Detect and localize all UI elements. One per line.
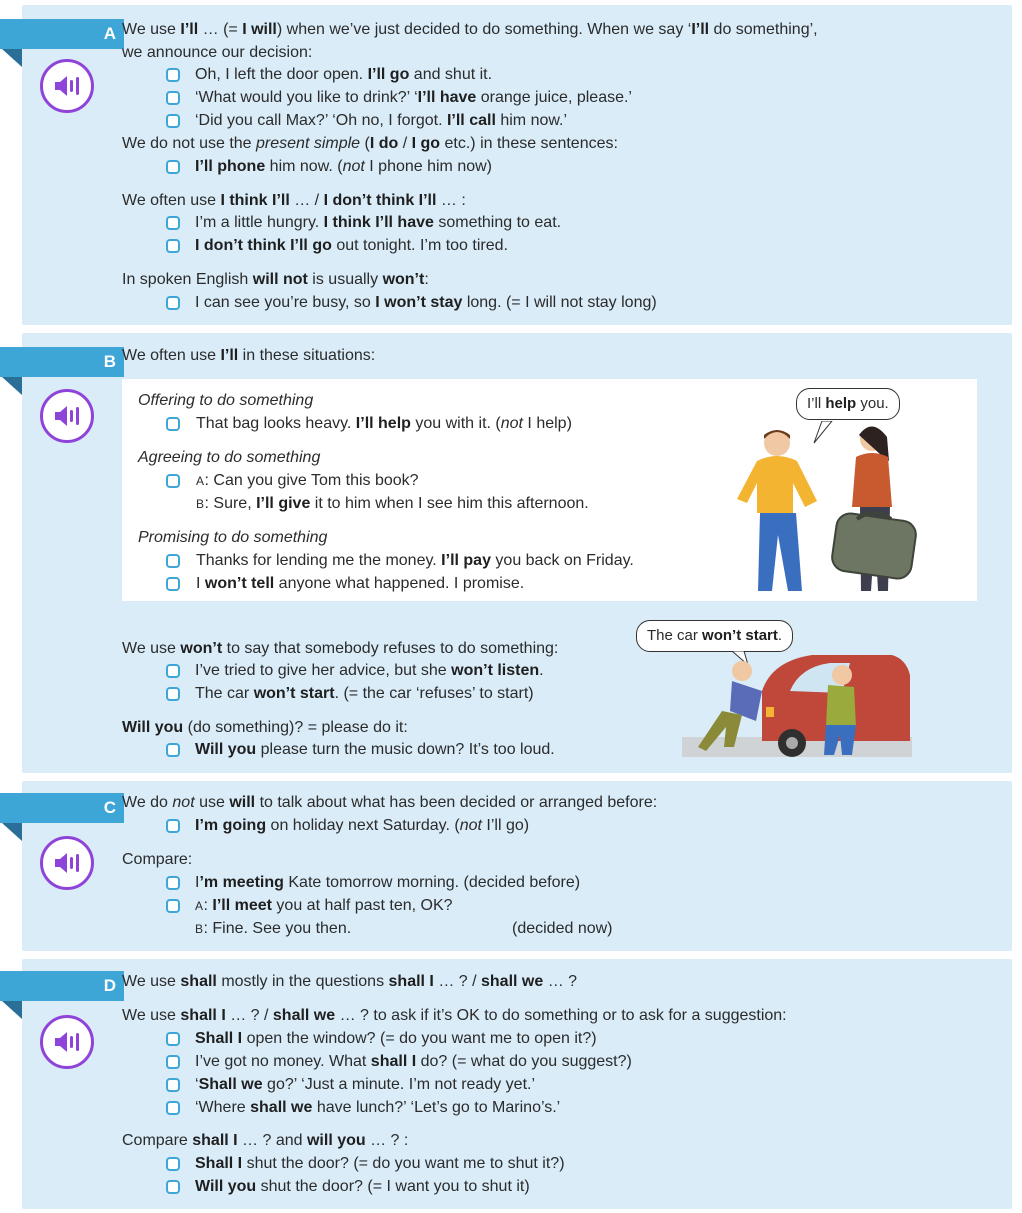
- example-line: Shall I open the window? (= do you want me to open it?): [195, 1030, 597, 1047]
- example-line: Shall I shut the door? (= do you want me to shut it?): [195, 1155, 565, 1172]
- text-line: We use shall mostly in the questions shall I … ? / shall we … ?: [122, 973, 578, 990]
- example-line: The car won’t start. (= the car ‘refuses’ to start): [195, 685, 534, 702]
- example-line: ‘Where shall we have lunch?’ ‘Let’s go to Marino’s.’: [195, 1099, 561, 1116]
- text-line: We often use I’ll in these situations:: [122, 347, 376, 364]
- example-line: I’m a little hungry. I think I’ll have something to eat.: [195, 214, 562, 231]
- checkbox-icon: [166, 1101, 180, 1115]
- checkbox-icon: [166, 687, 180, 701]
- subheading: Agreeing to do something: [138, 449, 321, 466]
- speaker-icon[interactable]: [40, 59, 94, 113]
- section-d: [22, 959, 1012, 1209]
- example-line: That bag looks heavy. I’ll help you with it. (not I help): [196, 415, 572, 432]
- dialogue-line: B: Sure, I’ll give it to him when I see him this afternoon.: [196, 495, 589, 512]
- checkbox-icon: [166, 160, 180, 174]
- example-line: I’ve tried to give her advice, but she won’t listen.: [195, 662, 544, 679]
- example-line: ‘Did you call Max?’ ‘Oh no, I forgot. I’ll call him now.’: [195, 112, 568, 129]
- text-line: We do not use will to talk about what has been decided or arranged before:: [122, 794, 658, 811]
- checkbox-icon: [166, 899, 180, 913]
- example-line: I’ve got no money. What shall I do? (= what do you suggest?): [195, 1053, 632, 1070]
- section-b: [22, 333, 1012, 773]
- example-line: I don’t think I’ll go out tonight. I’m too tired.: [195, 237, 508, 254]
- checkbox-icon: [166, 664, 180, 678]
- dialogue-line: B: Fine. See you then.: [195, 920, 352, 937]
- tab-fold: [2, 49, 22, 67]
- example-line: ‘Shall we go?’ ‘Just a minute. I’m not ready yet.’: [195, 1076, 536, 1093]
- text-line: Compare:: [122, 851, 193, 868]
- example-line: I’m going on holiday next Saturday. (not I’ll go): [195, 817, 530, 834]
- subheading: Offering to do something: [138, 392, 314, 409]
- text-line: We use I’ll … (= I will) when we’ve just decided to do something. When we say ‘I’ll do something’,: [122, 21, 818, 38]
- section-tab-a: A: [0, 19, 124, 49]
- speaker-icon[interactable]: [40, 836, 94, 890]
- speaker-icon[interactable]: [40, 1015, 94, 1069]
- example-line: Will you please turn the music down? It’s too loud.: [195, 741, 555, 758]
- example-line: Oh, I left the door open. I’ll go and shut it.: [195, 66, 493, 83]
- example-line: Thanks for lending me the money. I’ll pay you back on Friday.: [196, 552, 634, 569]
- text-line: we announce our decision:: [122, 44, 313, 61]
- example-line: I’ll phone him now. (not I phone him now): [195, 158, 493, 175]
- example-line: I won’t tell anyone what happened. I promise.: [196, 575, 525, 592]
- section-a: [22, 5, 1012, 325]
- checkbox-icon: [166, 743, 180, 757]
- checkbox-icon: [166, 1180, 180, 1194]
- checkbox-icon: [166, 819, 180, 833]
- subheading: Promising to do something: [138, 529, 328, 546]
- text-line: We often use I think I’ll … / I don’t think I’ll … :: [122, 192, 466, 209]
- checkbox-icon: [166, 1032, 180, 1046]
- tab-fold: [2, 377, 22, 395]
- checkbox-icon: [166, 91, 180, 105]
- tab-fold: [2, 1001, 22, 1019]
- text-line: In spoken English will not is usually won’t:: [122, 271, 429, 288]
- checkbox-icon: [166, 417, 180, 431]
- section-tab-d: D: [0, 971, 124, 1001]
- checkbox-icon: [166, 239, 180, 253]
- illustration-car-push: [682, 651, 912, 757]
- section-tab-c: C: [0, 793, 124, 823]
- checkbox-icon: [166, 1078, 180, 1092]
- example-line: I’m meeting Kate tomorrow morning. (decided before): [195, 874, 581, 891]
- text-line: We do not use the present simple (I do / I go etc.) in these sentences:: [122, 135, 618, 152]
- checkbox-icon: [166, 1157, 180, 1171]
- dialogue-line: A: I’ll meet you at half past ten, OK?: [195, 897, 453, 914]
- text-line: We use won’t to say that somebody refuses to do something:: [122, 640, 559, 657]
- speech-bubble: I’ll help you.: [796, 388, 900, 420]
- checkbox-icon: [166, 474, 180, 488]
- checkbox-icon: [166, 68, 180, 82]
- text-line: Compare shall I … ? and will you … ? :: [122, 1132, 409, 1149]
- dialogue-line: A: Can you give Tom this book?: [196, 472, 419, 489]
- checkbox-icon: [166, 114, 180, 128]
- checkbox-icon: [166, 876, 180, 890]
- text-line: We use shall I … ? / shall we … ? to ask if it’s OK to do something or to ask for a suggestion:: [122, 1007, 787, 1024]
- section-tab-b: B: [0, 347, 124, 377]
- tab-fold: [2, 823, 22, 841]
- example-line: ‘What would you like to drink?’ ‘I’ll have orange juice, please.’: [195, 89, 632, 106]
- example-line: Will you shut the door? (= I want you to shut it): [195, 1178, 530, 1195]
- checkbox-icon: [166, 216, 180, 230]
- checkbox-icon: [166, 296, 180, 310]
- speaker-icon[interactable]: [40, 389, 94, 443]
- section-c: [22, 781, 1012, 951]
- example-line: I can see you’re busy, so I won’t stay long. (= I will not stay long): [195, 294, 657, 311]
- dialogue-note: (decided now): [512, 920, 613, 937]
- checkbox-icon: [166, 554, 180, 568]
- speech-bubble: The car won’t start.: [636, 620, 793, 652]
- illustration-help-bag: [722, 421, 922, 591]
- text-line: Will you (do something)? = please do it:: [122, 719, 408, 736]
- checkbox-icon: [166, 577, 180, 591]
- checkbox-icon: [166, 1055, 180, 1069]
